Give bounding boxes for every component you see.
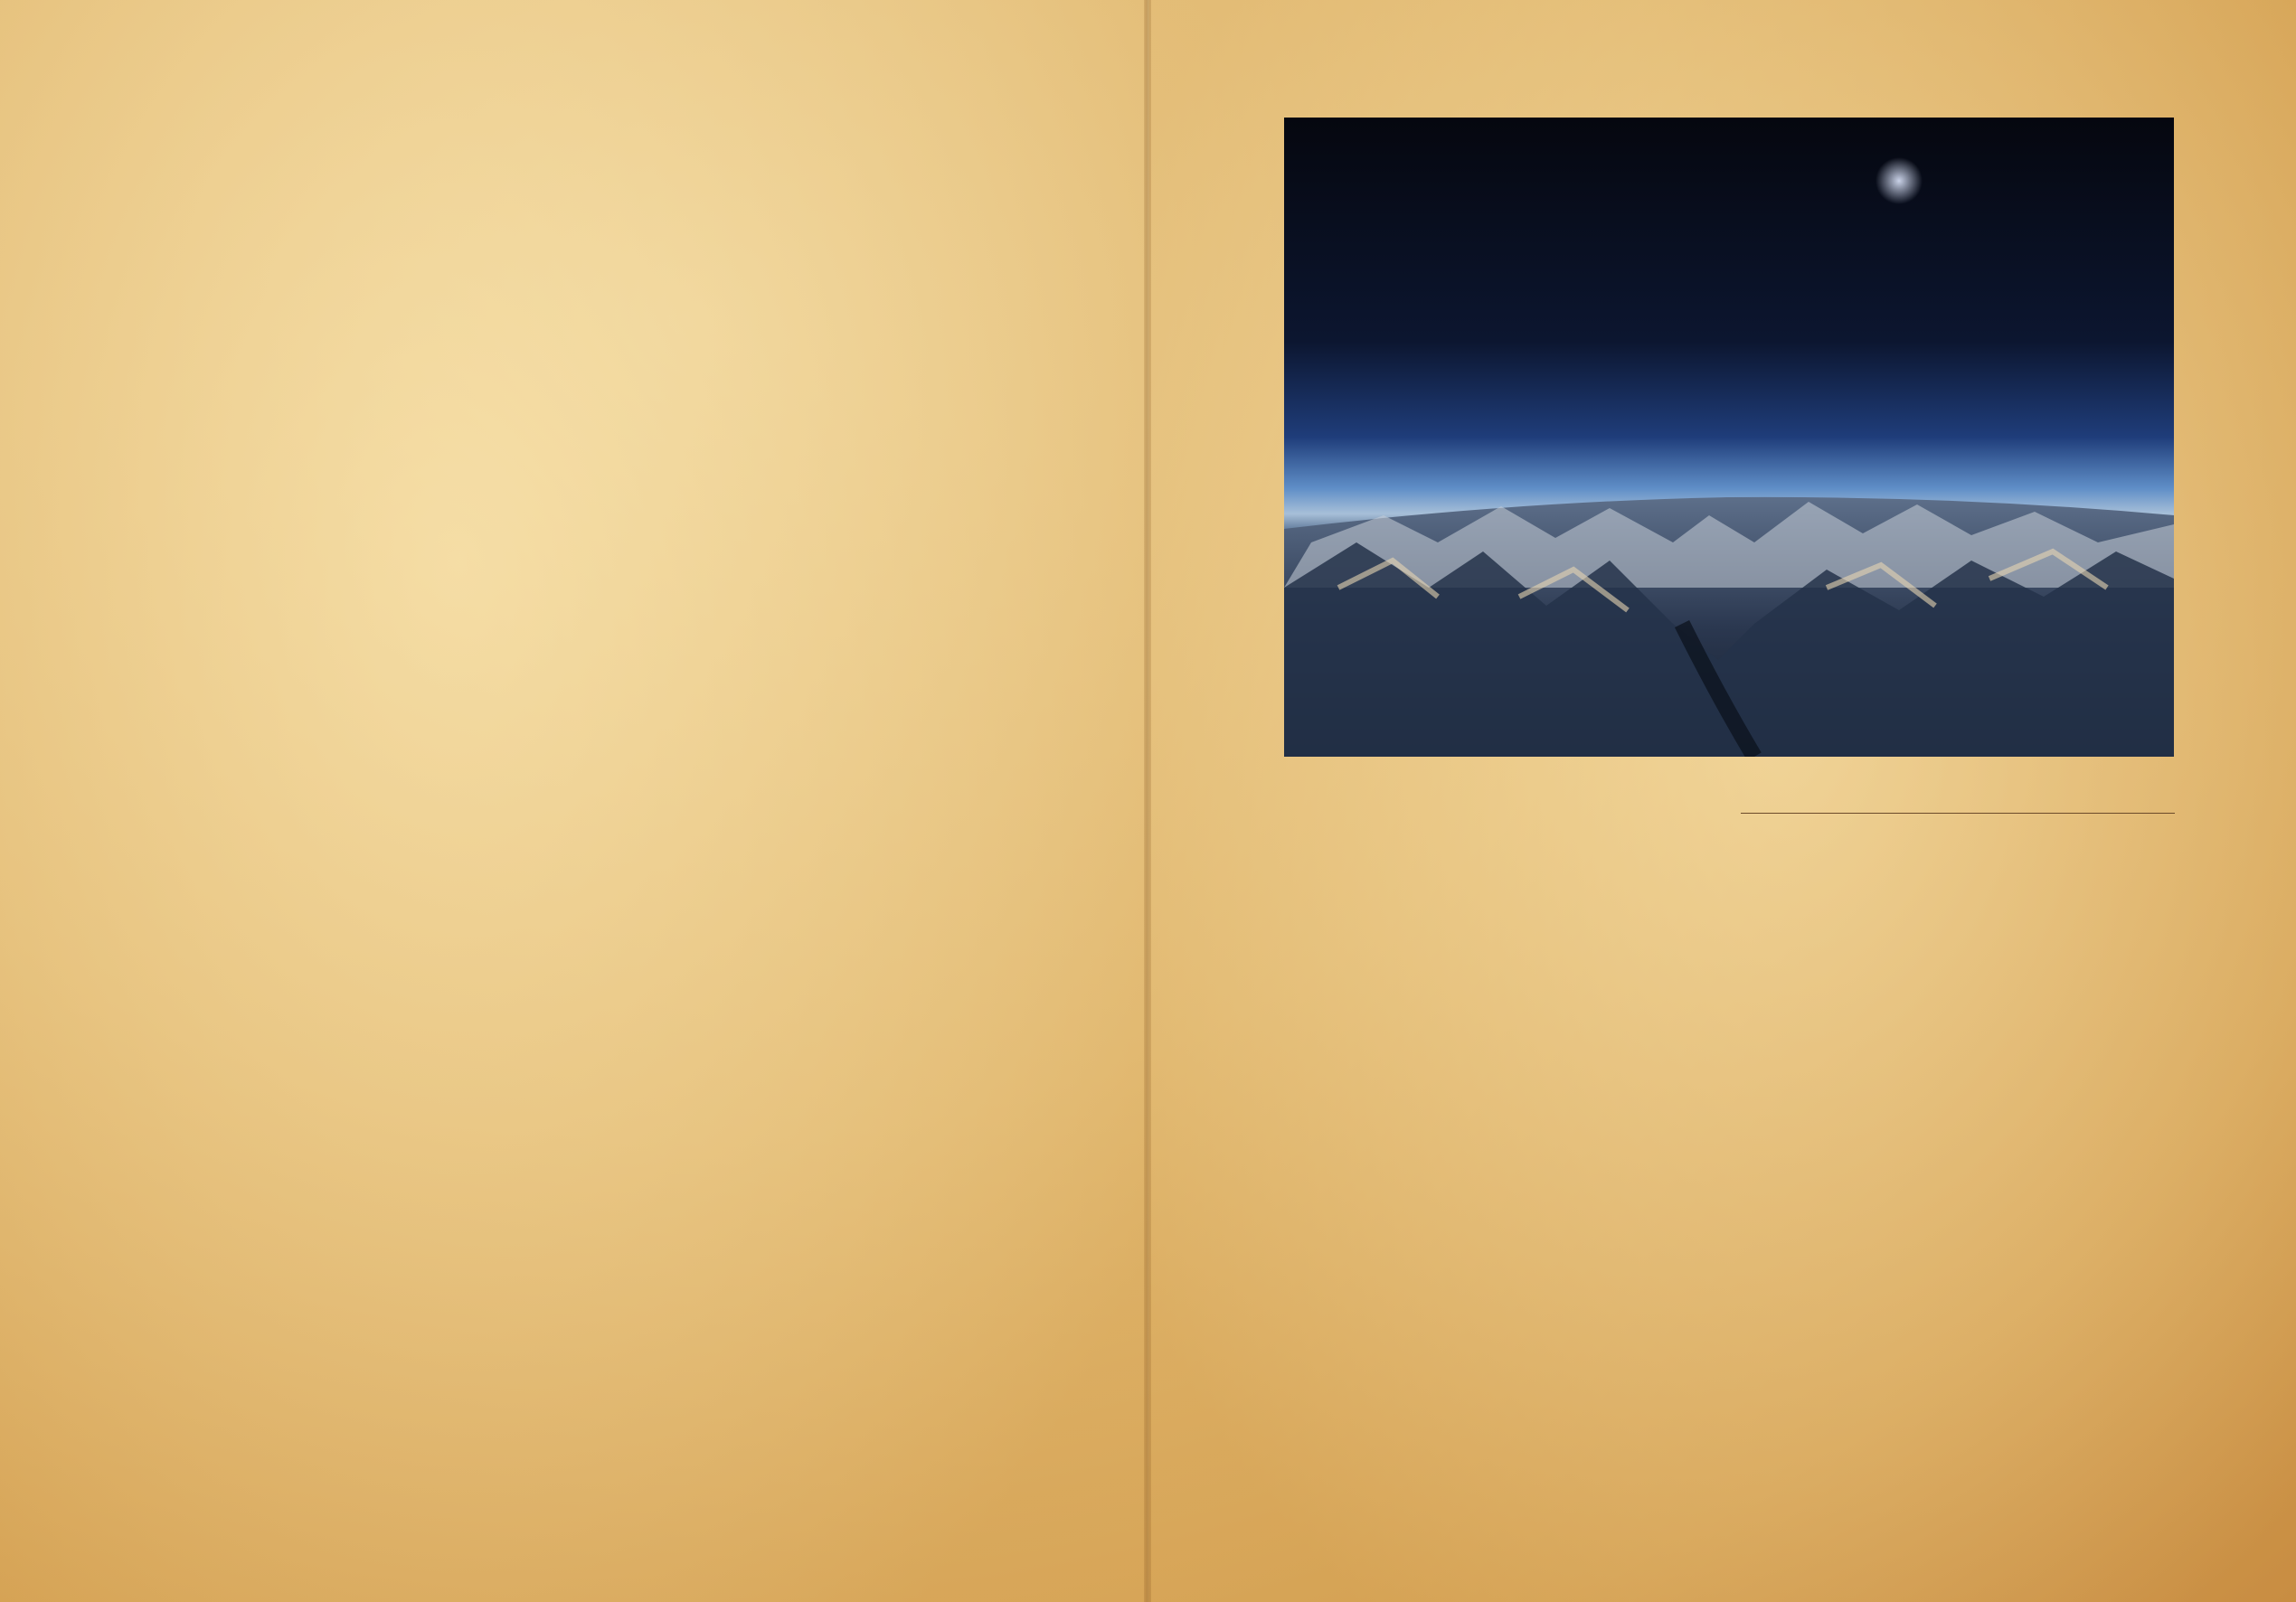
footnote-rule (1741, 813, 2175, 814)
left-page (0, 0, 1147, 1602)
page-gutter (1144, 0, 1151, 1602)
mountain-night-sky-photo (1284, 118, 2174, 757)
right-column-2 (1741, 807, 2175, 826)
left-column-3 (729, 134, 1011, 170)
